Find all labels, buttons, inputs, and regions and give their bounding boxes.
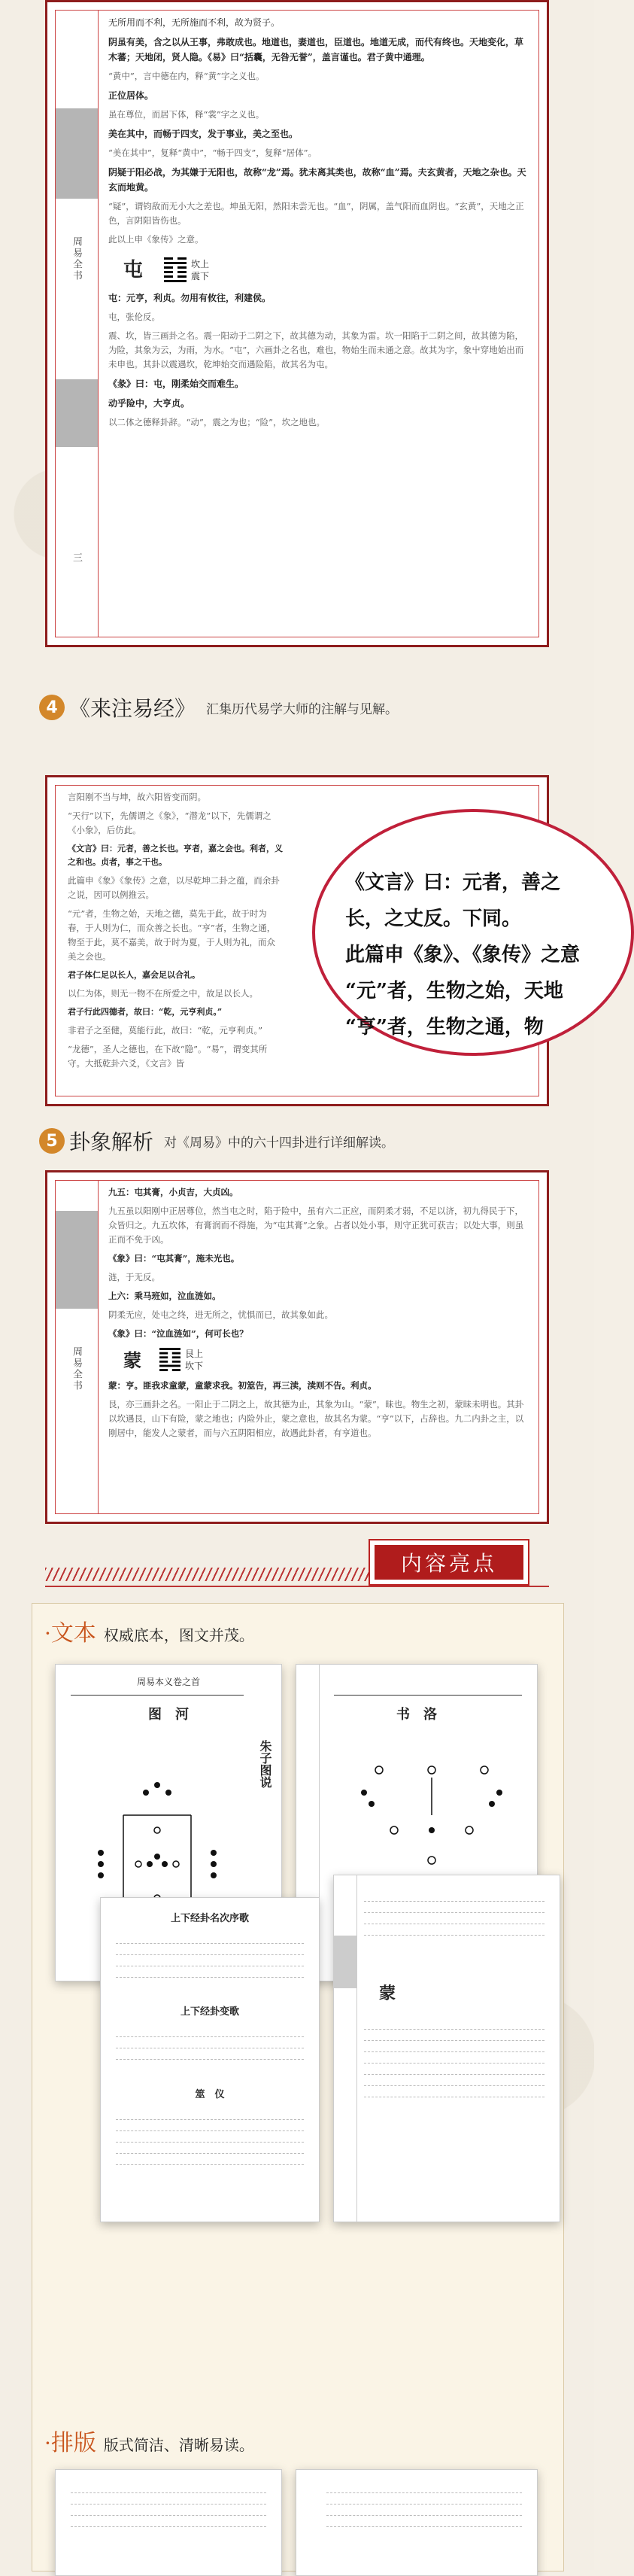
text-line: “疑”，谓钧敌而无小大之差也。坤虽无阳，然阳未尝无也。“血”，阴属，盖气阳而血阴也。“玄黄”，天地之正色，言阴阳皆伤也。 bbox=[108, 201, 524, 226]
mock-subtitle-2: 筮 仪 bbox=[195, 2089, 225, 2100]
text-line: 以二体之德释卦辞。“动”，震之为也；“险”，坎之地也。 bbox=[108, 417, 326, 427]
magnifier-zoom bbox=[312, 809, 581, 1057]
feature-key: 文本 bbox=[50, 1620, 96, 1647]
book-mock-layout-left bbox=[55, 2469, 282, 2576]
text-line: 屯：元亨，利贞。勿用有攸往，利建侯。 bbox=[108, 293, 271, 303]
zoom-line: 长，之丈反。下同。 bbox=[345, 908, 522, 930]
highlight-label-box bbox=[369, 1539, 529, 1586]
hexagram-icon bbox=[159, 1347, 180, 1373]
text-line: 屯，张伦反。 bbox=[108, 312, 160, 322]
text-line: 《彖》曰：屯，刚柔始交而难生。 bbox=[108, 379, 244, 389]
hexagram-block bbox=[123, 1347, 528, 1373]
mock-title: 书 洛 bbox=[396, 1707, 437, 1723]
text-line: “美在其中”，复释“黄中”，“畅于四支”，复释“居体”。 bbox=[108, 148, 317, 158]
section-title: 卦象解析 bbox=[69, 1130, 154, 1154]
book-mock-hexagram-page bbox=[333, 1875, 560, 2222]
spine-page-number: 三 bbox=[71, 552, 82, 564]
text-line: 动乎险中，大亨贞。 bbox=[108, 398, 190, 409]
text-line: “元”者，生物之始，天地之德，莫先于此，故于时为春，于人则为仁，而众善之长也。“亨”者，生物之通，物至于此，莫不嘉美，故于时为夏，于人则为礼，而众美之会也。 bbox=[68, 908, 276, 962]
section-title: 《来注易经》 bbox=[69, 696, 196, 721]
zoom-line: “亨”者，生物之通，物 bbox=[345, 1016, 544, 1039]
highlight-banner bbox=[45, 1539, 549, 1592]
zoom-text bbox=[345, 865, 580, 1045]
text-line: 涟，于无反。 bbox=[108, 1272, 160, 1282]
text-line: “黄中”，言中德在内，释“黄”字之义也。 bbox=[108, 71, 265, 81]
text-line: 阴疑于阳必战，为其嫌于无阳也，故称“龙”焉。犹未离其类也，故称“血”焉。夫玄黄者，天地之杂也。天玄而地黄。 bbox=[108, 167, 526, 193]
text-line: 无所用而不利，无所施而不利，故为贤子。 bbox=[108, 17, 281, 28]
text-line: 上六：乘马班如，泣血涟如。 bbox=[108, 1291, 221, 1301]
page-frame bbox=[55, 10, 539, 637]
mock-side-title: 朱子图说 bbox=[258, 1740, 272, 1788]
mock-subtitle: 上下经卦变歌 bbox=[180, 2006, 239, 2018]
hexagram-name: 屯 bbox=[123, 259, 144, 281]
text-line: 蒙：亨。匪我求童蒙，童蒙求我。初筮告，再三渎，渎则不告。利贞。 bbox=[108, 1380, 377, 1391]
section-description: 对《周易》中的六十四卦进行详细解读。 bbox=[164, 1135, 395, 1151]
section-number-badge: 5 bbox=[39, 1128, 65, 1154]
mock-top-title: 周易本义卷之首 bbox=[136, 1677, 200, 1687]
spine-title: 周易全书 bbox=[71, 236, 82, 281]
text-line: 此篇申《象》《象传》之意，以尽乾坤二卦之蕴，而余卦之说，因可以例推云。 bbox=[68, 875, 280, 900]
page-frame bbox=[55, 1180, 539, 1514]
text-line: 艮，亦三画卦之名。一阳止于二阴之上，故其德为止，其象为山。“蒙”，昧也。物生之初，蒙昧未明也。其卦以坎遇艮，山下有险，蒙之地也；内险外止，蒙之意也，故其名为蒙。“亨”以下，占辞也。九二内卦之主，以刚居中，能发人之蒙者，而与六五阴阳相应，故遇此卦者，有亨道也。 bbox=[108, 1399, 524, 1438]
text-line: 此以上申《象传》之意。 bbox=[108, 234, 204, 245]
page-text bbox=[108, 1185, 528, 1445]
feature-desc: 权威底本，图文并茂。 bbox=[103, 1626, 254, 1644]
book-mock-layout-right bbox=[296, 2469, 538, 2576]
zoom-line: 《文言》曰：元者，善之 bbox=[345, 871, 561, 894]
mock-title: 上下经卦名次序歌 bbox=[170, 1913, 249, 1924]
text-line: 非君子之至健，莫能行此，故曰：“乾，元亨利贞。” bbox=[68, 1025, 263, 1036]
text-line: 《文言》曰：元者，善之长也。亨者，嘉之会也。利者，义之和也。贞者，事之干也。 bbox=[68, 844, 283, 867]
text-line: 《象》曰：“泣血涟如”，何可长也？ bbox=[108, 1328, 248, 1339]
divider bbox=[45, 1586, 549, 1587]
section-description: 汇集历代易学大师的注解与见解。 bbox=[206, 701, 399, 717]
book-page-sample-3 bbox=[45, 1170, 549, 1524]
text-line: “天行”以下，先儒谓之《象》，“潜龙”以下，先儒谓之《小象》，后仿此。 bbox=[68, 811, 271, 835]
hexagram-icon bbox=[164, 257, 187, 283]
hexagram-upper: 艮上 bbox=[185, 1349, 204, 1359]
text-line: 阴虽有美，含之以从王事，弗敢成也。地道也，妻道也，臣道也。地道无成，而代有终也。天地变化，草木蕃；天地闭，贤人隐。《易》曰“括囊，无咎无誉”，盖言谨也。君子黄中通理。 bbox=[108, 37, 524, 62]
section-4-header bbox=[39, 692, 398, 722]
hexagram-lower: 坎下 bbox=[185, 1361, 204, 1371]
hexagram-lower: 震下 bbox=[191, 271, 210, 281]
text-line: 震、坎，皆三画卦之名。震一阳动于二阴之下，故其德为动，其象为雷。坎一阳陷于二阴之间，故其德为陷，为险，其象为云，为雨，为水。“屯”，六画卦之名也，难也，物始生而未通之意。故其为字，象屮穿地始出而未申也。其卦以震遇坎，乾坤始交而遇险陷，故其名为屯。 bbox=[108, 330, 524, 370]
text-line: 九五虽以阳刚中正居尊位，然当屯之时，陷于险中，虽有六二正应，而阴柔才弱，不足以济，初九得民于下，众皆归之。九五坎体，有膏润而不得施，为“屯其膏”之象。占者以处小事，则守正犹可获吉；以处大事，则虽正而不免于凶。 bbox=[108, 1206, 524, 1245]
text-line: 虽在尊位，而居下体，释“裳”字之义也。 bbox=[108, 109, 265, 120]
page-text bbox=[108, 15, 528, 434]
feature-area bbox=[32, 1603, 564, 2571]
book-page-sample-1 bbox=[45, 0, 549, 647]
text-line: 九五：屯其膏，小贞吉，大贞凶。 bbox=[108, 1187, 238, 1197]
hexagram-block bbox=[123, 257, 528, 283]
text-line: 阴柔无应，处屯之终，进无所之，忧惧而已，故其象如此。 bbox=[108, 1309, 333, 1320]
text-line: 君子体仁足以长人，嘉会足以合礼。 bbox=[68, 970, 200, 980]
highlight-label: 内容亮点 bbox=[375, 1545, 523, 1580]
text-line: 以仁为体，则无一物不在所爱之中，故足以长人。 bbox=[68, 988, 258, 999]
mock-title: 图 河 bbox=[148, 1707, 189, 1723]
hexagram-upper: 坎上 bbox=[191, 259, 210, 269]
mock-hexagram-name: 蒙 bbox=[379, 1984, 396, 2003]
section-5-header bbox=[39, 1123, 400, 1159]
feature-desc: 版式简洁、清晰易读。 bbox=[103, 2436, 254, 2454]
spine-title: 周易全书 bbox=[71, 1346, 82, 1391]
hatch-decoration bbox=[45, 1568, 369, 1581]
text-line: 《象》曰：“屯其膏”，施未光也。 bbox=[108, 1253, 240, 1264]
feature-heading-text: · 文本 权威底本，图文并茂。 bbox=[44, 1614, 254, 1647]
feature-key: 排版 bbox=[50, 2430, 96, 2456]
feature-heading-text: · 排版 版式简洁、清晰易读。 bbox=[44, 2424, 254, 2457]
text-line: 美在其中，而畅于四支，发于事业，美之至也。 bbox=[108, 129, 299, 139]
text-line: 君子行此四德者，故曰：“乾，元亨利贞。” bbox=[68, 1007, 223, 1017]
zoom-line: “元”者，生物之始，天地 bbox=[345, 980, 563, 1002]
page-spine bbox=[56, 1181, 99, 1513]
book-mock-verse-page bbox=[100, 1897, 320, 2222]
page-text bbox=[68, 790, 283, 1075]
page-spine bbox=[56, 11, 99, 637]
zoom-line: 此篇申《象》、《象传》之意 bbox=[345, 944, 581, 966]
text-line: 言阳刚不当与坤，故六阳皆变而阴。 bbox=[68, 792, 206, 802]
section-number-badge: 4 bbox=[39, 695, 65, 720]
text-line: 正位居体。 bbox=[108, 90, 154, 101]
text-line: “龙德”，圣人之德也，在下故“隐”。“易”，谓变其所守。大抵乾卦六爻，《文言》皆 bbox=[68, 1044, 268, 1069]
hexagram-name: 蒙 bbox=[123, 1349, 141, 1371]
